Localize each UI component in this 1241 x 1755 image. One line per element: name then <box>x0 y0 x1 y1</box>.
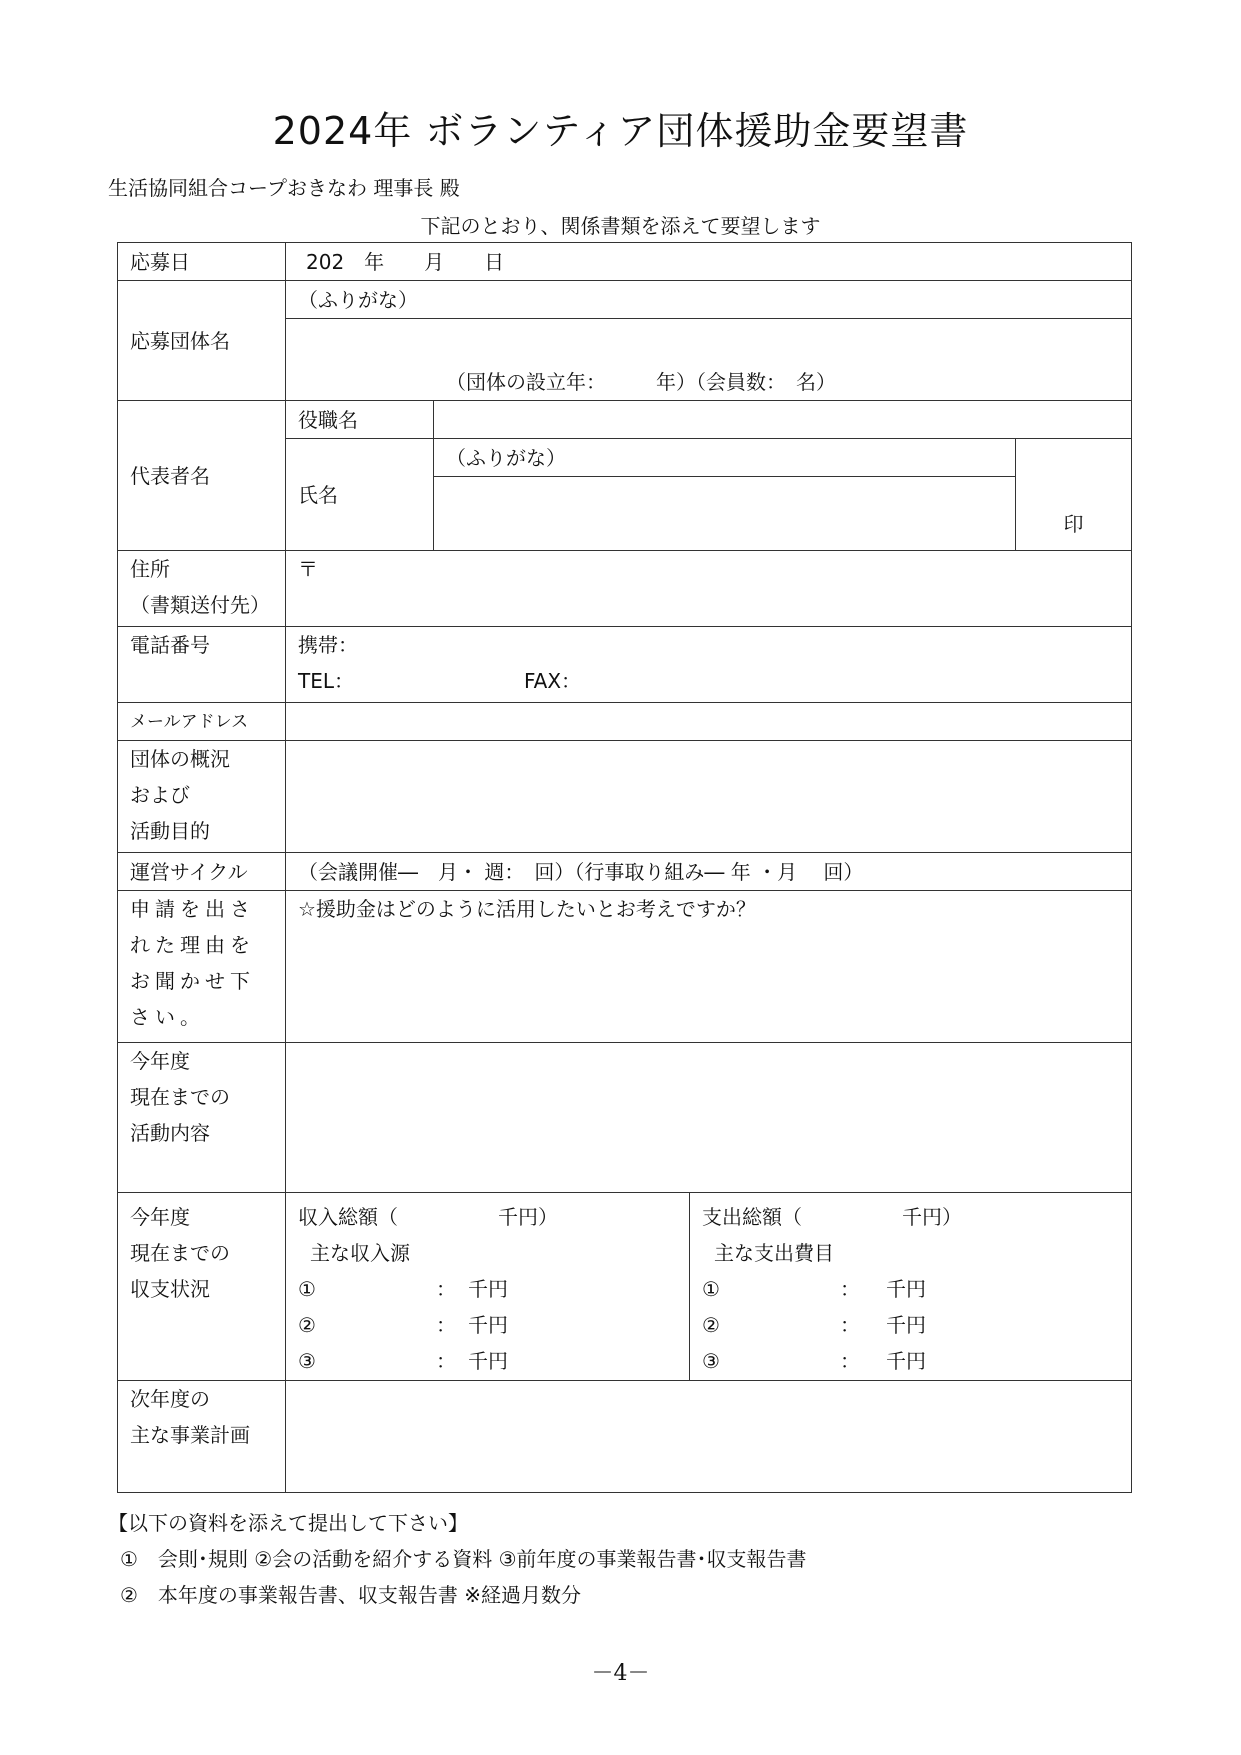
page-number: －4－ <box>591 1661 650 1686</box>
expense-total: 支出総額（ 千円） <box>702 1205 962 1229</box>
plan-field[interactable] <box>286 1381 1132 1493</box>
income-item-1-num: ① <box>298 1277 316 1301</box>
mobile-label: 携帯： <box>298 633 358 657</box>
activity-field[interactable] <box>286 1043 1132 1193</box>
notes-line-2: ② 本年度の事業報告書、収支報告書 ※経過月数分 <box>120 1583 582 1607</box>
expense-item-2-colon: ： <box>840 1313 860 1337</box>
income-item-3-num: ③ <box>298 1349 316 1373</box>
address-field[interactable] <box>286 551 1132 627</box>
activity-label-line2: 現在までの <box>130 1085 230 1109</box>
overview-label-line2: および <box>130 783 190 807</box>
expense-item-1-num: ① <box>702 1277 720 1301</box>
email-field[interactable] <box>286 703 1132 741</box>
fax-label: FAX： <box>524 669 582 693</box>
org-name-label: 応募団体名 <box>118 281 286 401</box>
income-item-1 <box>298 1271 677 1307</box>
activity-label-line1: 今年度 <box>130 1049 190 1073</box>
income-sources-label: 主な収入源 <box>310 1241 410 1265</box>
overview-label <box>118 741 286 853</box>
representative-label: 代表者名 <box>118 401 286 551</box>
page-title: 2024年 ボランティア団体援助金要望書 <box>272 109 969 153</box>
income-item-3-unit: 千円 <box>468 1349 508 1373</box>
name-label: 氏名 <box>286 439 434 551</box>
phone-field[interactable] <box>286 627 1132 703</box>
expense-item-1-colon: ： <box>840 1277 860 1301</box>
tel-label: TEL： <box>298 669 354 693</box>
application-form <box>117 242 1132 1493</box>
activity-label-line3: 活動内容 <box>130 1121 210 1145</box>
address-label-line1: 住所 <box>130 557 170 581</box>
expense-item-3-colon: ： <box>840 1349 860 1373</box>
org-furigana-field[interactable]: （ふりがな） <box>286 281 1132 319</box>
phone-label: 電話番号 <box>118 627 286 703</box>
expense-item-2 <box>702 1307 1119 1343</box>
cycle-field[interactable]: （会議開催― 月・ 週： 回）（行事取り組み― 年 ・月 回） <box>286 853 1132 891</box>
finance-label-line2: 現在までの <box>130 1241 230 1265</box>
email-label: メールアドレス <box>118 703 286 741</box>
income-item-1-colon: ： <box>436 1277 456 1301</box>
finance-label <box>118 1193 286 1381</box>
seal-box: 印 <box>1016 439 1132 551</box>
expense-item-1-unit: 千円 <box>886 1277 926 1301</box>
position-field[interactable] <box>434 401 1132 439</box>
income-item-2-colon: ： <box>436 1313 456 1337</box>
expense-items-label: 主な支出費目 <box>714 1241 834 1265</box>
addressee: 生活協同組合コープおきなわ 理事長 殿 <box>108 176 460 200</box>
postal-mark: 〒 <box>298 557 318 581</box>
notes-heading: 【以下の資料を添えて提出して下さい】 <box>108 1511 468 1535</box>
date-field[interactable]: 202 年 月 日 <box>286 243 1132 281</box>
overview-label-line1: 団体の概況 <box>130 747 230 771</box>
overview-field[interactable] <box>286 741 1132 853</box>
income-item-2-num: ② <box>298 1313 316 1337</box>
activity-label <box>118 1043 286 1193</box>
income-item-2-unit: 千円 <box>468 1313 508 1337</box>
reason-label: 申請を出された理由をお聞かせ下さい。 <box>118 891 286 1043</box>
rep-furigana-field[interactable]: （ふりがな） <box>434 439 1016 477</box>
expense-item-2-num: ② <box>702 1313 720 1337</box>
position-label: 役職名 <box>286 401 434 439</box>
expense-section[interactable] <box>690 1193 1132 1381</box>
plan-label-line1: 次年度の <box>130 1387 210 1411</box>
address-label-line2: （書類送付先） <box>130 593 270 617</box>
expense-item-3-unit: 千円 <box>886 1349 926 1373</box>
expense-item-3-num: ③ <box>702 1349 720 1373</box>
income-section[interactable] <box>286 1193 690 1381</box>
date-label: 応募日 <box>118 243 286 281</box>
income-item-3 <box>298 1343 677 1379</box>
submission-notes <box>108 1505 807 1613</box>
expense-item-2-unit: 千円 <box>886 1313 926 1337</box>
finance-label-line3: 収支状況 <box>130 1277 210 1301</box>
income-total: 収入総額（ 千円） <box>298 1205 558 1229</box>
income-item-3-colon: ： <box>436 1349 456 1373</box>
intro-text: 下記のとおり、関係書類を添えて要望します <box>420 214 821 238</box>
overview-label-line3: 活動目的 <box>130 819 210 843</box>
expense-item-1 <box>702 1271 1119 1307</box>
income-item-2 <box>298 1307 677 1343</box>
cycle-label: 運営サイクル <box>118 853 286 891</box>
plan-label-line2: 主な事業計画 <box>130 1423 250 1447</box>
address-label <box>118 551 286 627</box>
plan-label <box>118 1381 286 1493</box>
reason-field[interactable]: ☆援助金はどのように活用したいとお考えですか？ <box>286 891 1132 1043</box>
org-name-field[interactable]: （団体の設立年： 年）（会員数： 名） <box>286 319 1132 401</box>
rep-name-field[interactable] <box>434 477 1016 551</box>
finance-label-line1: 今年度 <box>130 1205 190 1229</box>
notes-line-1: ① 会則･規則 ②会の活動を紹介する資料 ③前年度の事業報告書･収支報告書 <box>120 1547 807 1571</box>
expense-item-3 <box>702 1343 1119 1379</box>
income-item-1-unit: 千円 <box>468 1277 508 1301</box>
